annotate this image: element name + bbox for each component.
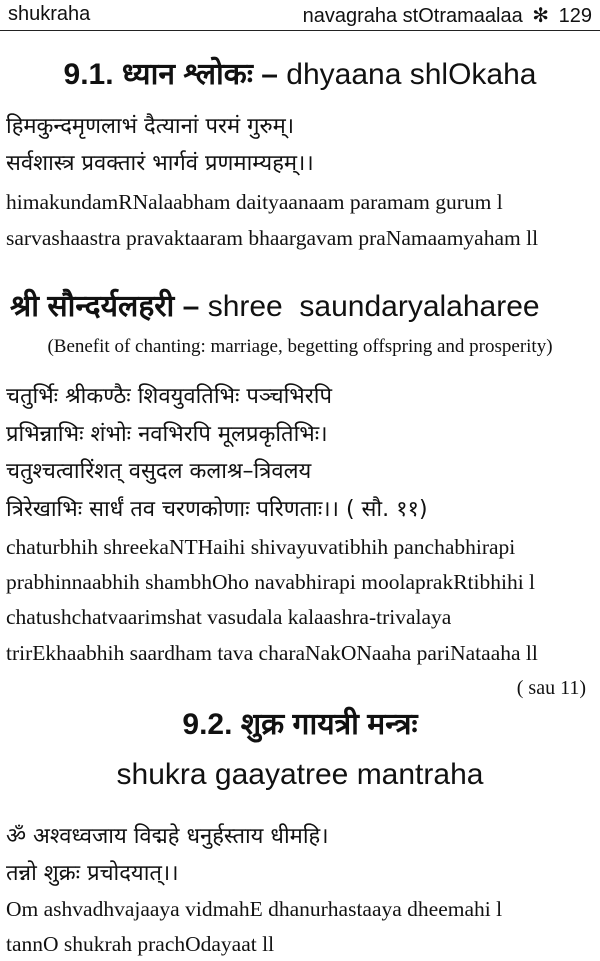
- transliteration-line: sarvashaastra pravaktaaram bhaargavam praNamaamyaham ll: [6, 226, 539, 250]
- sanskrit-verse-line: प्रभिन्नाभिः शंभोः नवभिरपि मूलप्रकृतिभिः।: [6, 422, 328, 447]
- transliteration-line: trirEkhaabhih saardham tava charaNakONaaha pariNataaha ll: [6, 641, 538, 665]
- section-title-roman: shukra gaayatree mantraha: [116, 758, 484, 791]
- header-left-title: shukraha: [8, 3, 91, 25]
- transliteration-line: Om ashvadhvajaaya vidmahE dhanurhastaaya dheemahi l: [6, 897, 503, 921]
- transliteration-line: chatushchatvaarimshat vasudala kalaashra-trivalaya: [6, 605, 452, 629]
- section-heading-gaayatree: [0, 702, 600, 743]
- transliteration-line: tannO shukrah prachOdayaat ll: [6, 932, 275, 956]
- sanskrit-verse-line: त्रिरेखाभिः सार्धं तव चरणकोणाः परिणताः।। ( सौ. ११): [6, 497, 428, 522]
- sanskrit-verse-line: चतुर्भिः श्रीकण्ठैः शिवयुवतिभिः पञ्चभिरपि: [6, 384, 332, 409]
- sanskrit-verse-line: हिमकुन्दमृणलाभं दैत्यानां परमं गुरुम्।: [6, 114, 295, 139]
- transliteration-line: himakundamRNalaabham daityaanaam paramam gurum l: [6, 190, 503, 214]
- asterisk-ornament-icon: ✻: [532, 5, 550, 27]
- sanskrit-verse-line: चतुश्चत्वारिंशत् वसुदल कलाश्र–त्रिवलय: [6, 459, 312, 484]
- section-number: 9.2.: [182, 708, 233, 741]
- section-title-roman: shree saundaryalaharee: [207, 290, 540, 323]
- title-dash: –: [182, 290, 200, 323]
- title-dash: –: [261, 58, 278, 91]
- transliteration-line: prabhinnaabhih shambhOho navabhirapi moolaprakRtibhihi l: [6, 570, 536, 594]
- section-number: 9.1.: [63, 58, 114, 91]
- sanskrit-verse-line: सर्वशास्त्र प्रवक्तारं भार्गवं प्रणमाम्यहम्।।: [6, 151, 314, 176]
- transliteration-line: chaturbhih shreekaNTHaihi shivayuvatibhih panchabhirapi: [6, 535, 516, 559]
- page-header: [0, 0, 600, 31]
- sanskrit-verse-line: ॐ अश्वध्वजाय विद्महे धनुर्हस्ताय धीमहि।: [6, 824, 329, 849]
- section-title-sanskrit: शुक्र गायत्री मन्त्रः: [240, 708, 418, 741]
- section-title-sanskrit: श्री सौन्दर्यलहरी: [10, 290, 175, 323]
- benefit-note: (Benefit of chanting: marriage, begetting offspring and prosperity): [47, 336, 553, 357]
- section-heading-saundaryalaharee: [10, 284, 600, 325]
- section-title-sanskrit: ध्यान श्लोकः: [121, 58, 253, 91]
- header-book-title: navagraha stOtramaalaa: [302, 5, 523, 27]
- sanskrit-verse-line: तन्नो शुक्रः प्रचोदयात्।।: [6, 861, 179, 886]
- header-right: [303, 3, 592, 28]
- page-number: 129: [558, 5, 592, 27]
- section-title-roman: dhyaana shlOkaha: [286, 58, 537, 91]
- section-heading-dhyaana: [0, 52, 600, 93]
- verse-reference: ( sau 11): [516, 677, 586, 699]
